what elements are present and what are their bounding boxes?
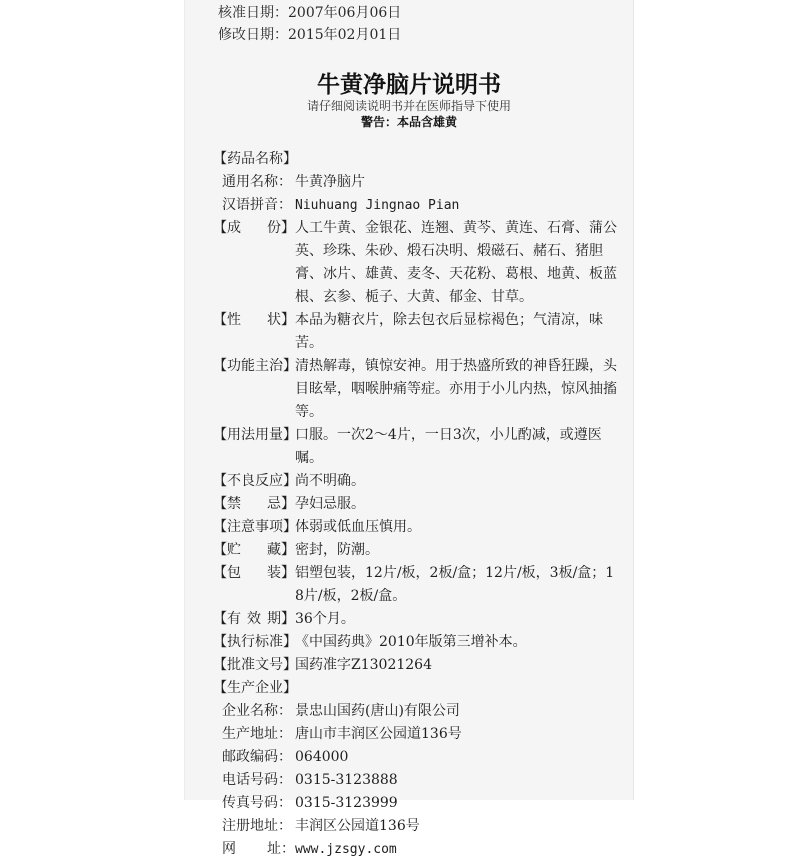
generic-name-label: 通用名称： (222, 174, 292, 190)
section-label: 【功能主治】 (213, 358, 297, 374)
section-label: 【有 效 期】 (213, 611, 295, 627)
section-storage (213, 539, 623, 562)
approval-date (218, 2, 401, 24)
postcode-row (213, 746, 623, 769)
fax-label: 传真号码： (222, 795, 292, 811)
section-ingredients (213, 217, 623, 309)
section-label: 【生产企业】 (213, 680, 297, 696)
generic-name-value: 牛黄净脑片 (295, 174, 365, 190)
section-label: 【包 装】 (213, 565, 295, 581)
fax-row (213, 792, 623, 815)
section-manufacturer (213, 677, 623, 700)
contraindications-value: 孕妇忌服。 (295, 496, 365, 512)
dosage-value: 口服。一次2～4片，一日3次，小儿酌减，或遵医嘱。 (295, 427, 602, 466)
section-label: 【注意事项】 (213, 519, 297, 535)
indications-value: 清热解毒，镇惊安神。用于热盛所致的神昏狂躁，头目眩晕，咽喉肿痛等症。亦用于小儿内热，惊风抽搐等。 (295, 358, 617, 420)
section-dosage (213, 424, 623, 470)
approval-number-value: 国药准字Z13021264 (295, 657, 432, 673)
standard-value: 《中国药典》2010年版第三增补本。 (295, 634, 527, 650)
pinyin-label: 汉语拼音： (222, 197, 292, 213)
postcode-value: 064000 (295, 749, 349, 765)
section-shelf-life (213, 608, 623, 631)
section-packaging (213, 562, 623, 608)
registered-address-row (213, 815, 623, 838)
section-contraindications (213, 493, 623, 516)
section-label: 【成 份】 (213, 220, 295, 236)
phone-label: 电话号码： (222, 772, 292, 788)
section-label: 【药品名称】 (213, 151, 297, 167)
section-label: 【用法用量】 (213, 427, 297, 443)
section-label: 【批准文号】 (213, 657, 297, 673)
manufacturer-name-label: 企业名称： (222, 703, 292, 719)
fax-value: 0315-3123999 (295, 795, 398, 811)
document-title: 牛黄净脑片说明书 (317, 71, 501, 98)
approval-date-value: 2007年06月06日 (288, 5, 402, 21)
revision-date-label: 修改日期： (218, 27, 288, 43)
warning-notice: 警告：本品含雄黄 (360, 115, 457, 129)
section-adverse-reactions (213, 470, 623, 493)
section-approval-number (213, 654, 623, 677)
document-subtitle: 请仔细阅读说明书并在医师指导下使用 (306, 99, 511, 113)
manufacturer-address-row (213, 723, 623, 746)
section-label: 【不良反应】 (213, 473, 297, 489)
website-label: 网 址： (222, 841, 295, 857)
section-label: 【性 状】 (213, 312, 295, 328)
section-label: 【执行标准】 (213, 634, 297, 650)
section-standard (213, 631, 623, 654)
storage-value: 密封，防潮。 (295, 542, 379, 558)
approval-date-label: 核准日期： (218, 5, 288, 21)
section-label: 【禁 忌】 (213, 496, 295, 512)
adverse-reactions-value: 尚不明确。 (295, 473, 365, 489)
precautions-value: 体弱或低血压慎用。 (295, 519, 421, 535)
section-label: 【贮 藏】 (213, 542, 295, 558)
section-indications (213, 355, 623, 424)
revision-date (218, 24, 401, 46)
website-value: www.jzsgy.com (295, 842, 397, 857)
manufacturer-address-label: 生产地址： (222, 726, 292, 742)
manufacturer-name-row (213, 700, 623, 723)
section-precautions (213, 516, 623, 539)
section-drug-name (213, 148, 623, 171)
section-description (213, 309, 623, 355)
manufacturer-address-value: 唐山市丰润区公园道136号 (295, 726, 462, 742)
revision-date-value: 2015年02月01日 (288, 27, 402, 43)
date-block (218, 2, 401, 46)
pinyin-value: Niuhuang Jingnao Pian (295, 198, 460, 213)
registered-address-label: 注册地址： (222, 818, 292, 834)
description-value: 本品为糖衣片，除去包衣后显棕褐色；气清凉，味苦。 (295, 312, 603, 351)
shelf-life-value: 36个月。 (295, 611, 355, 627)
phone-row (213, 769, 623, 792)
generic-name-row (213, 171, 623, 194)
website-row (213, 838, 623, 861)
phone-value: 0315-3123888 (295, 772, 398, 788)
ingredients-value: 人工牛黄、金银花、连翘、黄芩、黄连、石膏、蒲公英、珍珠、朱砂、煅石决明、煅磁石、赭石、猪胆膏、冰片、雄黄、麦冬、天花粉、葛根、地黄、板蓝根、玄参、栀子、大黄、郁金、甘草。 (295, 220, 617, 305)
leaflet-body (213, 148, 623, 861)
postcode-label: 邮政编码： (222, 749, 292, 765)
registered-address-value: 丰润区公园道136号 (295, 818, 420, 834)
packaging-value: 铝塑包装，12片/板，2板/盒；12片/板，3板/盒；18片/板，2板/盒。 (295, 565, 615, 604)
pinyin-row (213, 194, 623, 217)
manufacturer-name-value: 景忠山国药(唐山)有限公司 (295, 703, 460, 719)
